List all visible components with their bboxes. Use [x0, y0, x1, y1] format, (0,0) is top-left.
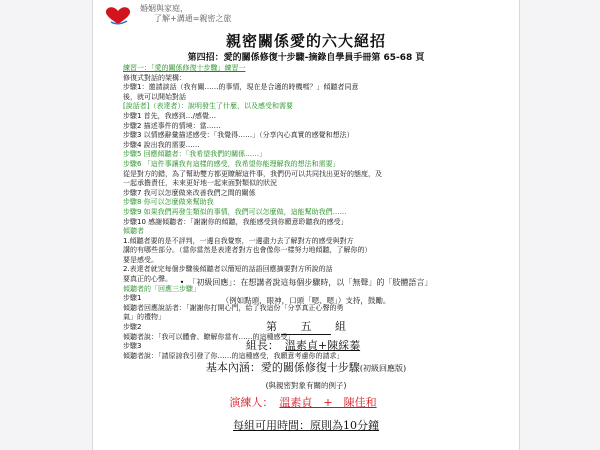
heart-logo-icon	[101, 5, 135, 27]
body-line: 氣」的禮物」	[123, 313, 165, 322]
brand-line-1: 婚姻與家庭，	[140, 4, 188, 13]
body-line: [說話者]（表達者）：說明發生了什麼，以及感受和需要	[123, 102, 293, 111]
performer-label: 演練人：	[229, 396, 274, 409]
summary-example: （例如點頭，眼神，口頭「嗯、嗯」）支持，鼓勵。	[221, 296, 391, 305]
content-text: 愛的關係修復十步驟	[260, 361, 360, 374]
body-line: 步驟1	[123, 294, 142, 303]
group-number: 五	[281, 318, 331, 335]
body-line: 傾聽者的「回應三步驟」	[123, 284, 200, 293]
body-line: 1.傾聽者要的是不評判，一邊自我覺察，一邊盡力去了解對方的感受與對方	[123, 236, 354, 245]
performer-names: 溫素貞 + 陳佳和	[279, 396, 377, 409]
leader-row	[93, 337, 519, 353]
page-subtitle: 第四招：愛的關係修復十步驟-摘錄自學員手冊第 65-68 頁	[187, 53, 425, 63]
time-text: 每組可用時間：原則為10分鐘	[233, 419, 379, 432]
body-line: 後，就可以開始對話	[123, 92, 186, 101]
body-line: 要真正的心聲。	[123, 275, 172, 284]
body-line: 步驟2 描述事件的情境：當……	[123, 121, 221, 130]
page-title: 親密關係愛的六大絕招	[225, 32, 386, 50]
body-line: 步驟6 「這件事讓我有這樣的感受，我希望你能理解我的想法和需要」	[123, 159, 340, 168]
body-line: 步驟1：邀請談話（我有關……的事情，現在是合適的時機嗎？」傾聽者同意	[123, 83, 359, 92]
group-heading	[93, 318, 519, 335]
body-line: 要是感受。	[123, 255, 158, 264]
body-line: 2.表達者就完每個步驟後傾聽者以簡短的話語回應摘要對方所說的話	[123, 265, 333, 274]
body-line: 步驟7 我可以怎麼做來改善我們之間的關係	[123, 188, 256, 197]
brand-tagline	[140, 4, 231, 24]
body-line: 傾聽者說：「我可以體會、瞭解你當有……的這種感受」	[123, 332, 295, 341]
body-line: 步驟9 如果我們再發生類似的事情，我們可以怎麼做，這能幫助我們……	[123, 207, 347, 216]
body-line: 練習一：「愛的關係修復十步驟」練習一	[123, 64, 246, 72]
body-line: 步驟8 你可以怎麼做來幫助我	[123, 198, 214, 207]
time-row	[93, 417, 519, 433]
body-line: 傾聽者說：「請原諒我引發了你……的這種感受，我願意考慮你的請求」	[123, 351, 344, 360]
content-row	[93, 359, 519, 375]
content-label: 基本內涵：	[205, 361, 261, 374]
summary-line	[93, 277, 519, 288]
summary-text: 「初級回應」：在想講者說這每個步驟時，以「無聲」的「肢體語言」	[188, 278, 433, 287]
body-line: 傾聽者回應說話者：「謝謝你打開心門，給了我這份「分享真正心聲的勇	[123, 303, 344, 312]
body-line: 步驟5 回應傾聽者：「我希望我們的關係……」	[123, 150, 267, 159]
body-line: 從是對方的錯，為了幫助雙方都更瞭解這件事，我們仍可以共同找出更好的態度，及	[123, 169, 382, 178]
body-line: 步驟3	[123, 342, 142, 351]
body-line: 傾聽者	[123, 227, 144, 236]
leader-label: 組長：	[245, 339, 279, 352]
body-line: 步驟2	[123, 323, 142, 332]
content-note: (初級回應版)	[359, 364, 407, 373]
bullet-icon: •	[179, 278, 185, 287]
body-line: 步驟4 說出我的需要……	[123, 140, 200, 149]
body-line: 講的有哪些部分。（當你當然是表達者對方也會像你一樣努力地傾聽，了解你的）	[123, 246, 372, 255]
document-page	[92, 0, 520, 450]
performer-row	[93, 394, 519, 410]
body-line: 步驟10 感謝傾聽者：「謝謝你的傾聽，我能感受到你願意聆聽我的感受」	[123, 217, 348, 226]
body-line: 修復式對話的架構：	[123, 73, 186, 82]
body-line: 步驟1 首先，我感到…/感覺…	[123, 111, 217, 120]
group-suffix: 組	[335, 320, 346, 333]
body-line: 步驟3 以情感辭彙描述感受：「我覺得……」（分享內心真實的感覺和想法）	[123, 131, 354, 140]
group-prefix: 第	[266, 320, 277, 333]
body-line: 一起承擔責任，未來更好地一起來面對類似的狀況	[123, 179, 277, 188]
brand-line-2: 了解+溝通=親密之旅	[154, 14, 232, 23]
leader-names: 溫素貞+陳綵蓁	[284, 339, 361, 352]
instruction-body	[123, 64, 513, 361]
example-note: (與親密對象有關的例子)	[265, 381, 347, 390]
